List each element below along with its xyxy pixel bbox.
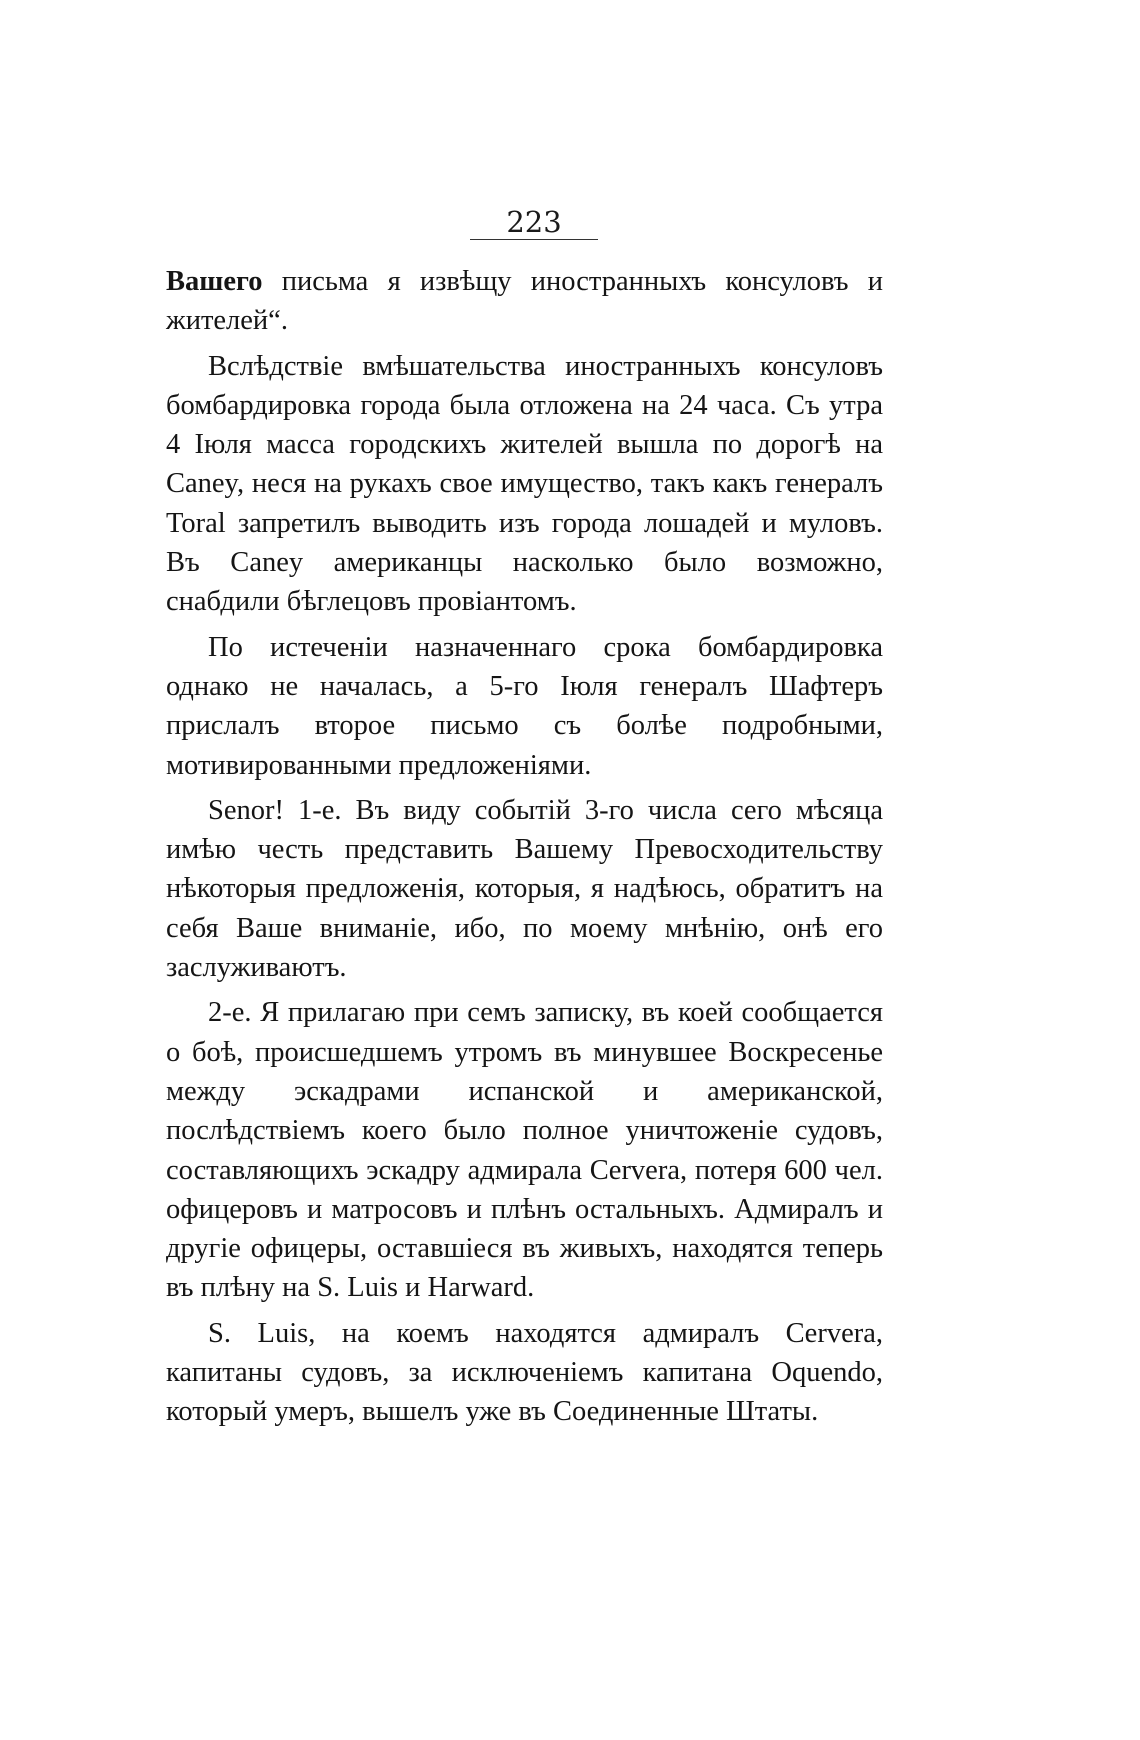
body-text [166, 262, 883, 1438]
page-header [470, 205, 598, 240]
paragraph-3: По истеченіи назначеннаго срока бомбардировка однако не началась, а 5-го Іюля генералъ Шафтеръ прислалъ второе письмо съ болѣе подробными, мотивированными предложеніями. [166, 631, 883, 781]
paragraph-4: Senor! 1-е. Въ виду событій 3-го числа сего мѣсяца имѣю честь представить Вашему Превосходительству нѣкоторыя предложенія, которыя, я надѣюсь, обратитъ на себя Ваше вниманіе, ибо, по моему мнѣнію, онѣ его заслуживаютъ. [166, 794, 883, 984]
paragraph-5: 2-е. Я прилагаю при семъ записку, въ коей сообщается о боѣ, происшедшемъ утромъ въ минувшее Воскресенье между эскадрами испанской и американской, послѣдствіемъ коего было полное уничтоженіе судовъ, составляющихъ эскадру адмирала Cervera, потеря 600 чел. офицеровъ и матросовъ и плѣнъ остальныхъ. Адмиралъ и другіе офицеры, оставшіеся въ живыхъ, находятся теперь въ плѣну на S. Luis и Harward. [166, 997, 883, 1304]
paragraph-1-text: письма я извѣщу иностранныхъ консуловъ и жителей“. [166, 266, 883, 337]
header-rule [470, 239, 598, 240]
paragraph-1-lead-word: Вашего [166, 266, 263, 297]
paragraph-2: Вслѣдствіе вмѣшательства иностранныхъ консуловъ бомбардировка города была отложена на 24 часа. Съ утра 4 Іюля масса городскихъ жителей вышла по дорогѣ на Caney, неся на рукахъ свое имущество, такъ какъ генералъ Toral запретилъ выводить изъ города лошадей и муловъ. Въ Caney американцы насколько было возможно, снабдили бѣглецовъ провіантомъ. [166, 350, 883, 618]
page-number: 223 [506, 205, 562, 239]
paragraph-6: S. Luis, на коемъ находятся адмиралъ Cervera, капитаны судовъ, за исключеніемъ капитана Oquendo, который умеръ, вышелъ уже въ Соединенные Штаты. [166, 1317, 883, 1428]
paragraph-1 [166, 262, 883, 341]
